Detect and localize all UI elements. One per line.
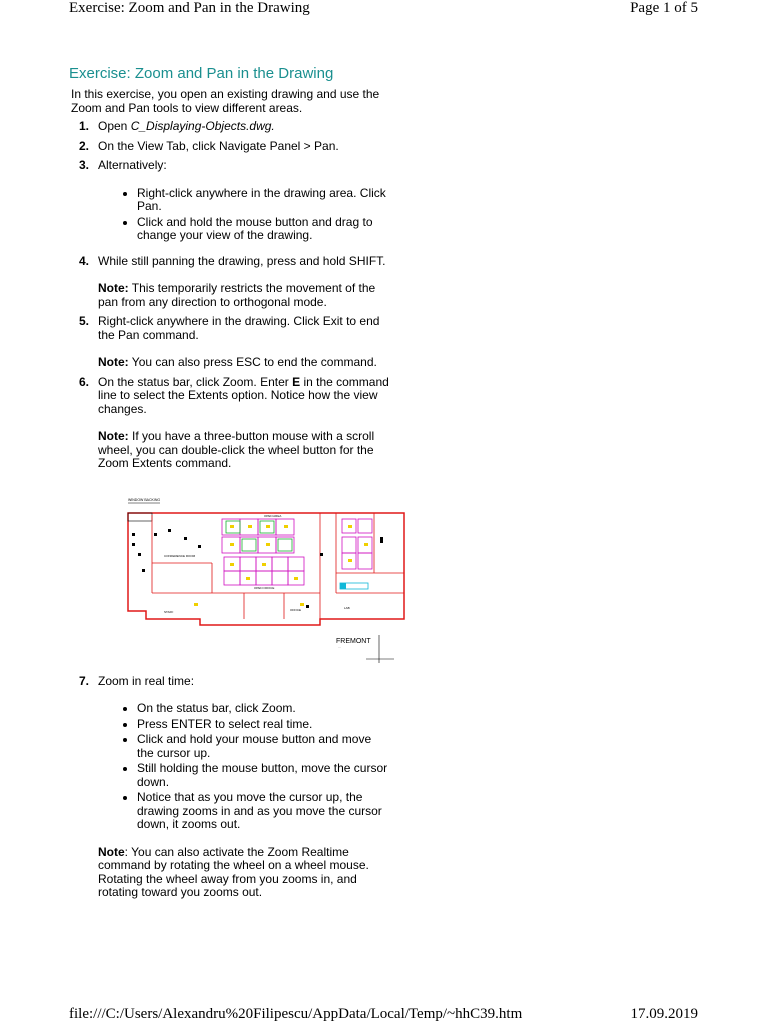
note <box>98 430 389 471</box>
footer-file-path: file:///C:/Users/Alexandru%20Filipescu/AppData/Local/Temp/~hhC39.htm <box>69 1006 523 1022</box>
bullet-item: Click and hold your mouse button and move the cursor up. <box>137 733 389 760</box>
header-title: Exercise: Zoom and Pan in the Drawing <box>69 0 310 16</box>
note-text: : You can also activate the Zoom Realtime command by rotating the wheel on a wheel mouse. Rotating the wheel away from you zooms in, and rotating toward you zooms out. <box>98 844 369 899</box>
step-7-bullets <box>98 702 389 832</box>
note-label: Note <box>98 844 125 859</box>
step-6 <box>71 376 389 663</box>
note-text: If you have a three-button mouse with a scroll wheel, you can double-click the wheel button for the Zoom Extents command. <box>98 429 375 470</box>
floor-plan-figure <box>124 493 434 663</box>
step-1 <box>71 120 389 134</box>
note <box>98 282 389 309</box>
bullet-item: On the status bar, click Zoom. <box>137 702 389 716</box>
document-body <box>71 88 389 906</box>
note-label: Note: <box>98 355 129 369</box>
step-text: On the View Tab, click Navigate Panel > Pan. <box>98 138 339 153</box>
key-letter: E <box>292 374 301 389</box>
note-text: This temporarily restricts the movement of the pan from any direction to orthogonal mode. <box>98 281 376 309</box>
svg-text:OFFICE: OFFICE <box>290 607 301 612</box>
bullet-item: Press ENTER to select real time. <box>137 718 389 732</box>
intro-paragraph: In this exercise, you open an existing drawing and use the Zoom and Pan tools to view different areas. <box>71 87 380 115</box>
bullet-item: Right-click anywhere in the drawing area. Click Pan. <box>137 187 389 214</box>
step-number: 3. <box>79 158 90 172</box>
svg-text:OPEN OFFICE: OPEN OFFICE <box>254 585 275 590</box>
step-number: 5. <box>79 314 90 328</box>
step-text: Right-click anywhere in the drawing. Click Exit to end the Pan command. <box>98 314 380 342</box>
note <box>98 846 389 900</box>
step-number: 1. <box>79 119 90 133</box>
bullet-item: Click and hold the mouse button and drag to change your view of the drawing. <box>137 216 389 243</box>
header-page-number: Page 1 of 5 <box>630 0 698 16</box>
step-2 <box>71 140 389 154</box>
step-number: 2. <box>79 138 90 153</box>
step-number: 6. <box>79 374 90 389</box>
document-title: Exercise: Zoom and Pan in the Drawing <box>69 65 334 82</box>
step-text: Open <box>98 119 131 133</box>
step-text: Alternatively: <box>98 158 167 172</box>
note <box>98 356 389 370</box>
step-7 <box>71 675 389 900</box>
bullet-item: Notice that as you move the cursor up, the drawing zooms in and as you move the cursor down, it zooms out. <box>137 791 389 832</box>
step-number: 7. <box>79 673 90 688</box>
step-3 <box>71 159 389 243</box>
step-5 <box>71 315 389 370</box>
step-4 <box>71 255 389 310</box>
svg-text:…: … <box>338 644 341 649</box>
step-text-cont: in the command line to select the Extents option. Notice how the view changes. <box>98 374 389 416</box>
note-text: You can also press ESC to end the command. <box>128 355 377 369</box>
note-label: Note: <box>98 281 129 295</box>
svg-text:STAFF: STAFF <box>164 609 174 614</box>
step-text: While still panning the drawing, press and hold SHIFT. <box>98 253 386 268</box>
svg-text:CONFERENCE ROOM: CONFERENCE ROOM <box>164 553 196 558</box>
bullet-item: Still holding the mouse button, move the cursor down. <box>137 761 388 789</box>
svg-text:WINDOW BACKING: WINDOW BACKING <box>128 497 161 502</box>
svg-text:LAB: LAB <box>344 605 350 610</box>
step-text: Zoom in real time: <box>98 673 195 688</box>
file-name: C_Displaying-Objects.dwg. <box>130 119 275 133</box>
step-3-bullets <box>98 187 389 243</box>
figure-label: FREMONT <box>336 637 371 645</box>
step-text: On the status bar, click Zoom. Enter <box>98 374 293 389</box>
svg-text:OPEN AREA: OPEN AREA <box>264 513 282 518</box>
note-label: Note: <box>98 429 129 443</box>
step-number: 4. <box>79 253 90 268</box>
steps-list <box>71 120 389 900</box>
footer-date: 17.09.2019 <box>630 1006 698 1022</box>
floor-plan-drawing <box>124 493 434 663</box>
